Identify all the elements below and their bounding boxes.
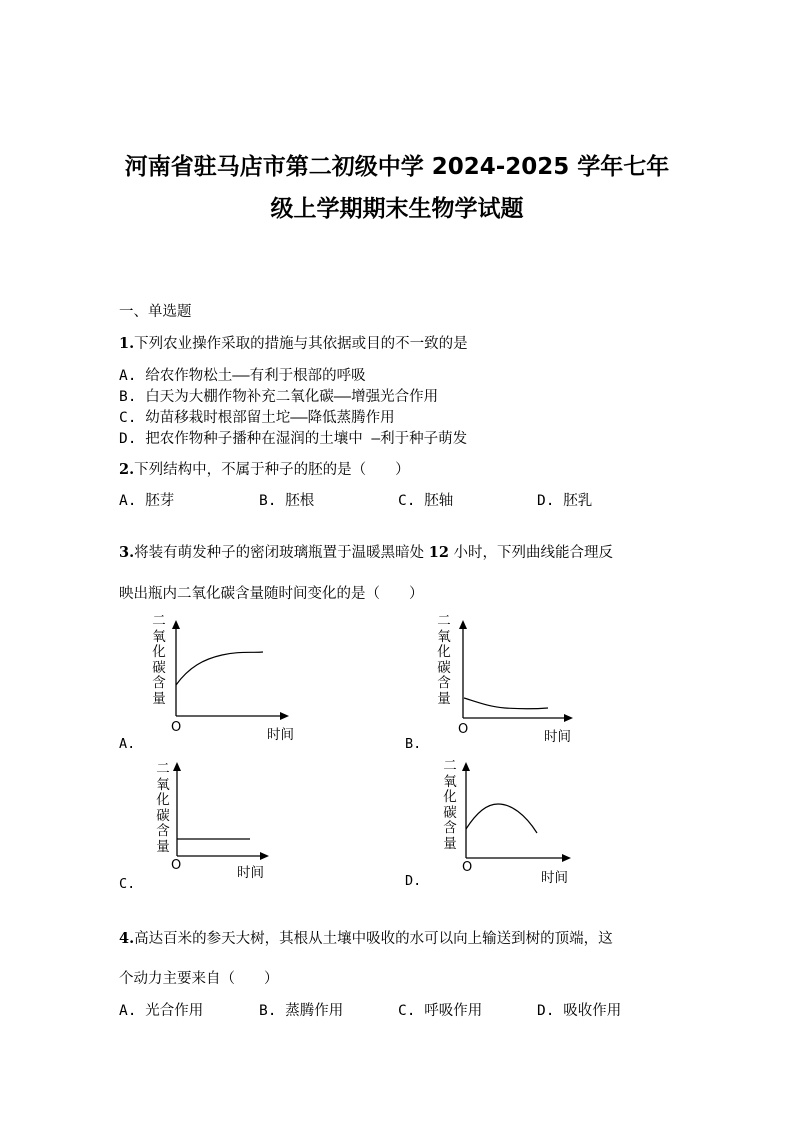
chart-a-letter: A. [119, 736, 136, 752]
chart-a-x-label: 时间 [267, 727, 294, 743]
chart-a-y-label: 二 氧 化 碳 含 量 [152, 613, 166, 707]
question-1-stem: 下列农业操作采取的措施与其依据或目的不一致的是 [134, 336, 468, 352]
question-3-stem-part-1: 将装有萌发种子的密闭玻璃瓶置于温暖黑暗处 [134, 545, 429, 561]
question-4-option-d: D. 吸收作用 [537, 1003, 622, 1019]
question-1-option-c: C. 幼苗移栽时根部留土坨——降低蒸腾作用 [119, 410, 395, 426]
chart-a-x-arrow [280, 712, 289, 720]
chart-d-y-label: 二 氧 化 碳 含 量 [443, 758, 457, 852]
chart-d-y-arrow [462, 762, 470, 771]
chart-b-origin: O [458, 722, 469, 737]
chart-a-y-arrow [172, 620, 180, 629]
chart-c-x-arrow [260, 852, 269, 860]
question-3-line-1 [119, 541, 613, 562]
chart-option-c [119, 757, 319, 895]
chart-c-letter: C. [119, 876, 136, 892]
question-4-line-1 [119, 927, 613, 948]
chart-b-x-arrow [564, 714, 573, 722]
question-4-number: 4. [119, 930, 135, 947]
chart-d-origin: O [462, 860, 473, 875]
question-1 [119, 332, 468, 353]
chart-b-y-label: 二 氧 化 碳 含 量 [437, 613, 451, 707]
question-1-option-b: B. 白天为大棚作物补充二氧化碳——增强光合作用 [119, 389, 439, 405]
question-2-number: 2. [119, 461, 135, 478]
question-4-option-a: A. 光合作用 [119, 1003, 204, 1019]
chart-c-origin: O [171, 858, 182, 873]
question-3-number: 3. [119, 544, 135, 561]
question-1-number: 1. [119, 335, 135, 352]
question-3-line-2: 映出瓶内二氧化碳含量随时间变化的是（ ） [119, 586, 424, 602]
question-3-hours: 12 [428, 544, 449, 561]
chart-d-x-arrow [562, 854, 571, 862]
chart-c-y-arrow [173, 762, 181, 771]
question-4-stem-line-1: 高达百米的参天大树，其根从土壤中吸收的水可以向上输送到树的顶端，这 [134, 931, 613, 947]
question-2 [119, 458, 410, 479]
chart-c-x-label: 时间 [237, 865, 264, 881]
chart-d-curve [466, 804, 537, 833]
chart-a-origin: O [171, 720, 182, 735]
question-4-option-c: C. 呼吸作用 [398, 1003, 483, 1019]
question-1-option-d: D. 把农作物种子播种在湿润的土壤中 —利于种子萌发 [119, 431, 468, 447]
chart-d-letter: D. [405, 873, 422, 889]
chart-b-letter: B. [405, 736, 422, 752]
chart-b-x-label: 时间 [544, 729, 571, 745]
question-2-option-d: D. 胚乳 [537, 493, 593, 509]
chart-b-y-arrow [459, 620, 467, 629]
question-3-stem-part-2: 小时，下列曲线能合理反 [448, 545, 614, 561]
document-title-line-2: 级上学期期末生物学试题 [270, 196, 524, 222]
chart-option-b [405, 612, 605, 754]
question-2-option-a: A. 胚芽 [119, 493, 175, 509]
question-2-option-b: B. 胚根 [259, 493, 315, 509]
question-1-option-a: A. 给农作物松土——有利于根部的呼吸 [119, 368, 366, 384]
document-title-line-1: 河南省驻马店市第二初级中学 2024-2025 学年七年 [124, 154, 670, 180]
chart-d-x-label: 时间 [541, 870, 568, 886]
chart-c-y-label: 二 氧 化 碳 含 量 [156, 761, 170, 855]
question-2-stem: 下列结构中，不属于种子的胚的是（ ） [134, 462, 410, 478]
chart-b-curve [464, 698, 548, 709]
section-heading: 一、单选题 [119, 304, 192, 320]
question-4-line-2: 个动力主要来自（ ） [119, 971, 279, 987]
chart-option-a [119, 612, 319, 754]
chart-a-curve [176, 652, 263, 685]
chart-option-d [405, 757, 605, 895]
question-4-option-b: B. 蒸腾作用 [259, 1003, 344, 1019]
question-2-option-c: C. 胚轴 [398, 493, 454, 509]
